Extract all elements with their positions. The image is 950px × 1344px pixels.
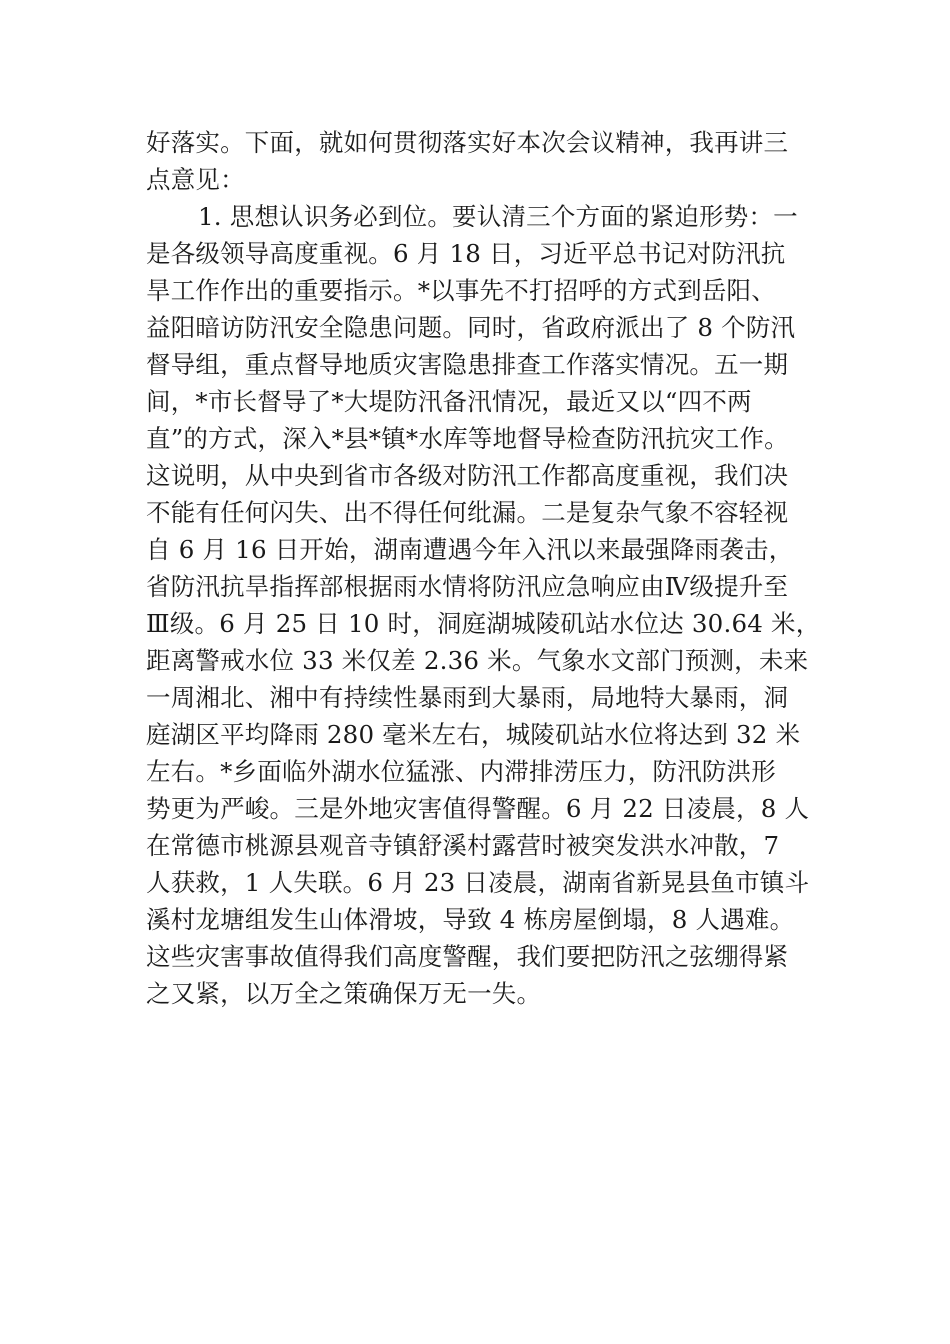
text-line: 溪村龙塘组发生山体滑坡，导致 4 栋房屋倒塌，8 人遇难。 bbox=[146, 905, 795, 934]
text-line: 自 6 月 16 日开始，湖南遭遇今年入汛以来最强降雨袭击， bbox=[146, 535, 794, 564]
text-line: 距离警戒水位 33 米仅差 2.36 米。气象水文部门预测，未来 bbox=[146, 646, 809, 675]
body-text bbox=[146, 124, 826, 1012]
text-line: 一周湘北、湘中有持续性暴雨到大暴雨，局地特大暴雨，洞 bbox=[146, 683, 789, 712]
text-line: 人获救，1 人失联。6 月 23 日凌晨，湖南省新晃县鱼市镇斗 bbox=[146, 868, 810, 897]
text-line: 在常德市桃源县观音寺镇舒溪村露营时被突发洪水冲散，7 bbox=[146, 831, 780, 860]
text-line: 省防汛抗旱指挥部根据雨水情将防汛应急响应由Ⅳ级提升至 bbox=[146, 572, 789, 601]
text-line: Ⅲ级。6 月 25 日 10 时，洞庭湖城陵矶站水位达 30.64 米， bbox=[146, 609, 821, 638]
text-line: 左右。*乡面临外湖水位猛涨、内滞排涝压力，防汛防洪形 bbox=[146, 757, 776, 786]
text-line: 好落实。下面，就如何贯彻落实好本次会议精神，我再讲三 bbox=[146, 128, 789, 157]
text-line: 直”的方式，深入*县*镇*水库等地督导检查防汛抗灾工作。 bbox=[146, 424, 789, 453]
text-line: 是各级领导高度重视。6 月 18 日，习近平总书记对防汛抗 bbox=[146, 239, 786, 268]
text-line: 庭湖区平均降雨 280 毫米左右，城陵矶站水位将达到 32 米 bbox=[146, 720, 801, 749]
text-line: 之又紧，以万全之策确保万无一失。 bbox=[146, 979, 542, 1008]
text-line: 这些灾害事故值得我们高度警醒，我们要把防汛之弦绷得紧 bbox=[146, 942, 789, 971]
text-line: 势更为严峻。三是外地灾害值得警醒。6 月 22 日凌晨，8 人 bbox=[146, 794, 810, 823]
text-line: 益阳暗访防汛安全隐患问题。同时，省政府派出了 8 个防汛 bbox=[146, 313, 796, 342]
text-line: 点意见： bbox=[146, 165, 245, 194]
text-line: 不能有任何闪失、出不得任何纰漏。二是复杂气象不容轻视 bbox=[146, 498, 789, 527]
text-line: 间，*市长督导了*大堤防汛备汛情况，最近又以“四不两 bbox=[146, 387, 752, 416]
section-heading-line: 1. 思想认识务必到位。要认清三个方面的紧迫形势：一 bbox=[198, 202, 798, 231]
text-line: 督导组，重点督导地质灾害隐患排查工作落实情况。五一期 bbox=[146, 350, 789, 379]
text-line: 这说明，从中央到省市各级对防汛工作都高度重视，我们决 bbox=[146, 461, 789, 490]
text-line: 旱工作作出的重要指示。*以事先不打招呼的方式到岳阳、 bbox=[146, 276, 776, 305]
